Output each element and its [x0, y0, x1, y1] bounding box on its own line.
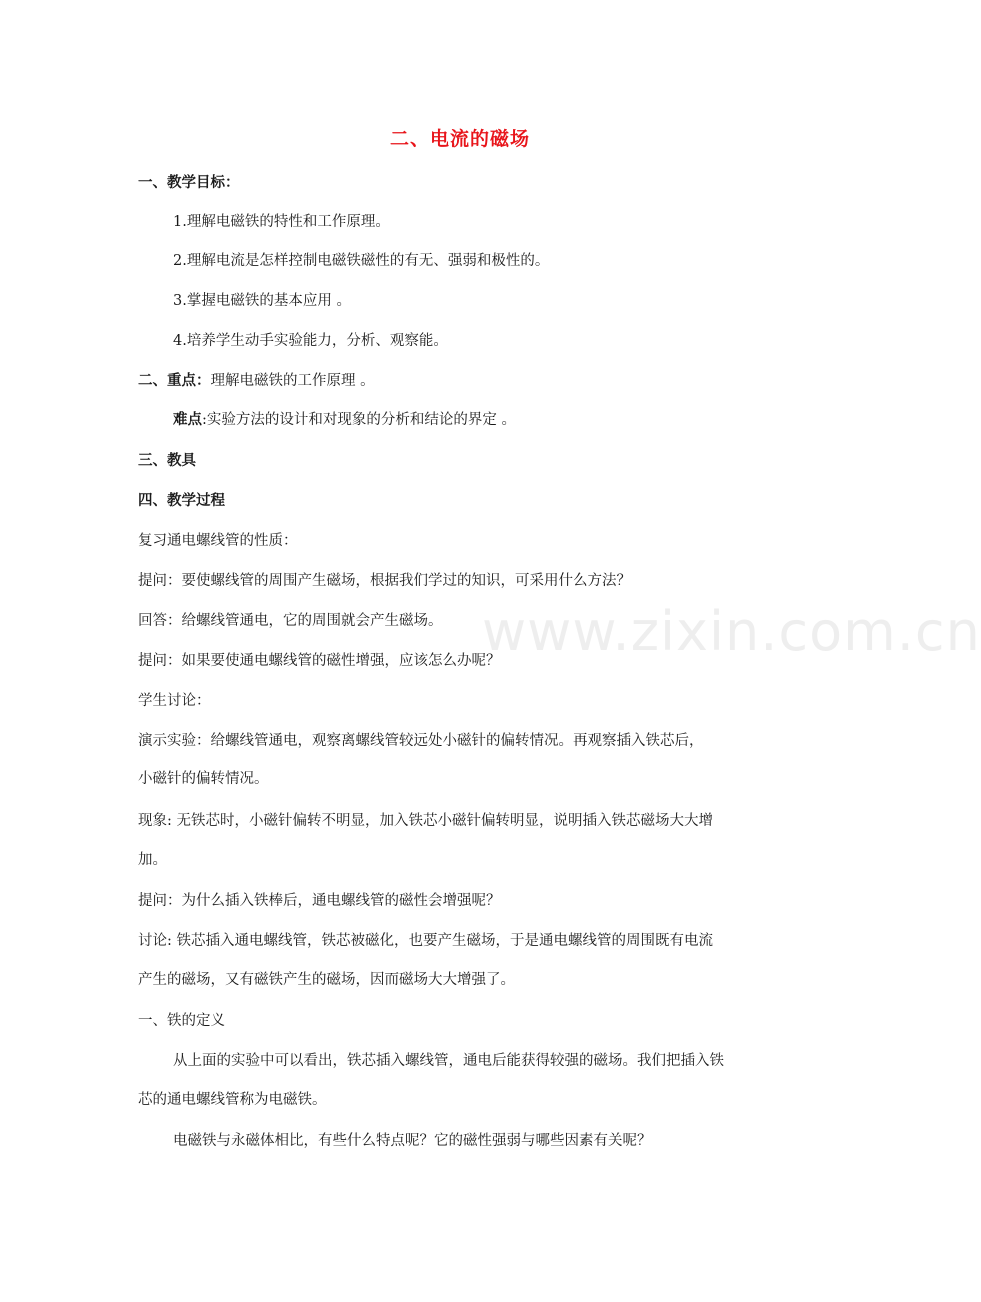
goal-item-1: 1.理解电磁铁的特性和工作原理。 — [173, 214, 390, 230]
key-point-line — [138, 371, 375, 391]
section-heading-process: 四、教学过程 — [138, 493, 225, 509]
key-point-label: 二、重点： — [138, 373, 211, 389]
paragraph-phenomenon-line-2: 加。 — [138, 852, 167, 868]
paragraph-definition-line-2: 芯的通电螺线管称为电磁铁。 — [138, 1092, 327, 1108]
section-heading-tools: 三、教具 — [138, 453, 196, 469]
paragraph-answer-1: 回答：给螺线管通电，它的周围就会产生磁场。 — [138, 613, 443, 629]
watermark: www.zixin.com.cn — [482, 600, 981, 663]
paragraph-question-1: 提问：要使螺线管的周围产生磁场，根据我们学过的知识，可采用什么方法？ — [138, 573, 631, 589]
difficulty-line — [173, 410, 516, 430]
difficulty-text: :实验方法的设计和对现象的分析和结论的界定 。 — [202, 412, 516, 428]
paragraph-features-question: 电磁铁与永磁体相比，有些什么特点呢？它的磁性强弱与哪些因素有关呢？ — [173, 1133, 652, 1149]
goal-item-2: 2.理解电流是怎样控制电磁铁磁性的有无、强弱和极性的。 — [173, 253, 550, 269]
goal-item-4: 4.培养学生动手实验能力，分析、观察能。 — [173, 333, 448, 349]
section-heading-goals: 一、教学目标： — [138, 175, 240, 191]
paragraph-question-2: 提问：如果要使通电螺线管的磁性增强，应该怎么办呢？ — [138, 653, 501, 669]
document-title: 二、电流的磁场 — [389, 128, 530, 150]
paragraph-discussion: 学生讨论： — [138, 693, 211, 709]
goal-item-3: 3.掌握电磁铁的基本应用 。 — [173, 293, 351, 309]
subsection-heading-definition: 一、铁的定义 — [138, 1013, 225, 1029]
paragraph-explanation-line-2: 产生的磁场，又有磁铁产生的磁场，因而磁场大大增强了。 — [138, 972, 515, 988]
paragraph-experiment-line-2: 小磁针的偏转情况。 — [138, 771, 269, 787]
paragraph-question-3: 提问：为什么插入铁棒后，通电螺线管的磁性会增强呢？ — [138, 893, 501, 909]
paragraph-review: 复习通电螺线管的性质： — [138, 533, 298, 549]
paragraph-definition-line-1: 从上面的实验中可以看出，铁芯插入螺线管，通电后能获得较强的磁场。我们把插入铁 — [173, 1053, 724, 1069]
paragraph-experiment-line-1: 演示实验：给螺线管通电，观察离螺线管较远处小磁针的偏转情况。再观察插入铁芯后， — [138, 733, 704, 749]
paragraph-phenomenon-line-1: 现象: 无铁芯时，小磁针偏转不明显，加入铁芯小磁针偏转明显，说明插入铁芯磁场大大增 — [138, 813, 713, 829]
difficulty-label: 难点 — [173, 412, 202, 428]
key-point-text: 理解电磁铁的工作原理 。 — [210, 373, 375, 389]
paragraph-explanation-line-1: 讨论: 铁芯插入通电螺线管，铁芯被磁化，也要产生磁场，于是通电螺线管的周围既有电流 — [138, 933, 713, 949]
